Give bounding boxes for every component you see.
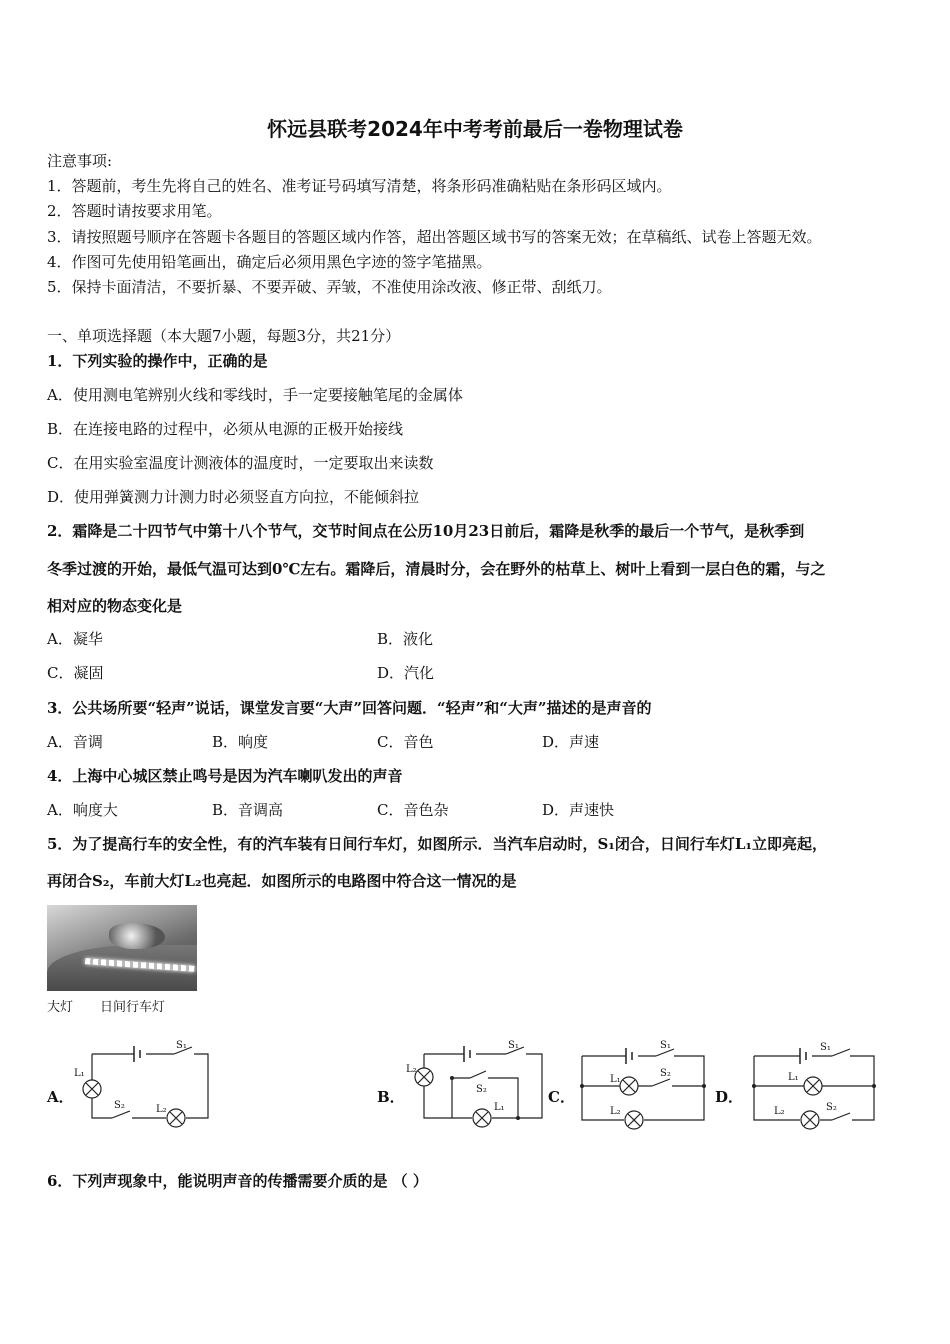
q2-option-c: C．凝固 — [47, 664, 104, 682]
question-1-stem: 1．下列实验的操作中，正确的是 — [47, 352, 268, 370]
q2-option-d: D．汽化 — [377, 664, 435, 682]
question-4-stem: 4．上海中心城区禁止鸣号是因为汽车喇叭发出的声音 — [47, 767, 403, 785]
q5-option-d-label: D． — [715, 1088, 744, 1106]
svg-text:L₂: L₂ — [156, 1104, 167, 1115]
question-2-stem: 2．霜降是二十四节气中第十八个节气，交节时间点在公历10月23日前后，霜降是秋季的最后一个节气，是秋季到 — [47, 522, 805, 540]
svg-text:L₂: L₂ — [406, 1064, 417, 1075]
question-2-stem: 冬季过渡的开始，最低气温可达到0℃左右。霜降后，清晨时分，会在野外的枯草上、树叶上看到一层白色的霜，与之 — [47, 560, 826, 578]
notice-item: 1．答题前，考生先将自己的姓名、准考证号码填写清楚，将条形码准确粘贴在条形码区域内。 — [47, 177, 672, 195]
photo-caption-daytime-light: 日间行车灯 — [100, 1000, 166, 1015]
q5-option-a-label: A． — [47, 1088, 74, 1106]
notice-item: 3．请按照题号顺序在答题卡各题目的答题区域内作答，超出答题区域书写的答案无效；在草稿纸、试卷上答题无效。 — [47, 228, 822, 246]
q1-option-d: D．使用弹簧测力计测力时必须竖直方向拉，不能倾斜拉 — [47, 488, 420, 506]
notice-item: 5．保持卡面清洁，不要折暴、不要弄破、弄皱，不准使用涂改液、修正带、刮纸刀。 — [47, 278, 612, 296]
notice-item: 2．答题时请按要求用笔。 — [47, 202, 222, 220]
q3-option-c: C．音色 — [377, 733, 434, 751]
svg-text:S₂: S₂ — [826, 1102, 837, 1113]
q1-option-a: A．使用测电笔辨别火线和零线时，手一定要接触笔尾的金属体 — [47, 386, 463, 404]
svg-text:S₂: S₂ — [114, 1100, 125, 1111]
question-6-stem: 6．下列声现象中，能说明声音的传播需要介质的是 （ ） — [47, 1172, 428, 1190]
svg-text:L₂: L₂ — [774, 1106, 785, 1117]
circuit-diagram-b — [398, 1036, 548, 1132]
circuit-diagram-a — [68, 1038, 218, 1128]
circuit-diagram-d — [748, 1036, 882, 1132]
q3-option-a: A．音调 — [47, 733, 103, 751]
question-5-stem: 5．为了提高行车的安全性，有的汽车装有日间行车灯，如图所示．当汽车启动时，S₁闭合，日间行车灯L₁立即亮起， — [47, 835, 827, 853]
circuit-diagram-c — [576, 1036, 710, 1132]
question-2-stem: 相对应的物态变化是 — [47, 597, 183, 615]
photo-caption-headlight: 大灯 — [47, 1000, 74, 1015]
q2-option-b: B．液化 — [377, 630, 434, 648]
q4-option-b: B．音调高 — [212, 801, 284, 819]
car-headlight-photo — [47, 905, 197, 991]
question-5-stem: 再闭合S₂，车前大灯L₂也亮起．如图所示的电路图中符合这一情况的是 — [47, 872, 517, 890]
q4-option-d: D．声速快 — [542, 801, 615, 819]
svg-text:S₁: S₁ — [508, 1040, 519, 1051]
q1-option-c: C．在用实验室温度计测液体的温度时，一定要取出来读数 — [47, 454, 434, 472]
notice-heading: 注意事项: — [47, 152, 113, 170]
q5-option-c-label: C． — [548, 1088, 575, 1106]
svg-text:S₂: S₂ — [476, 1084, 487, 1095]
svg-text:L₁: L₁ — [494, 1102, 505, 1113]
q1-option-b: B．在连接电路的过程中，必须从电源的正极开始接线 — [47, 420, 404, 438]
question-3-stem: 3．公共场所要“轻声”说话，课堂发言要“大声”回答问题．“轻声”和“大声”描述的是声音的 — [47, 699, 652, 717]
svg-text:S₁: S₁ — [820, 1042, 831, 1053]
q3-option-d: D．声速 — [542, 733, 600, 751]
svg-text:L₁: L₁ — [74, 1068, 85, 1079]
page-title: 怀远县联考2024年中考考前最后一卷物理试卷 — [267, 117, 683, 141]
notice-item: 4．作图可先使用铅笔画出，确定后必须用黑色字迹的签字笔描黑。 — [47, 253, 492, 271]
svg-text:L₁: L₁ — [788, 1072, 799, 1083]
q4-option-a: A．响度大 — [47, 801, 118, 819]
svg-text:L₁: L₁ — [610, 1074, 621, 1085]
svg-text:S₂: S₂ — [660, 1068, 671, 1079]
q4-option-c: C．音色杂 — [377, 801, 449, 819]
q3-option-b: B．响度 — [212, 733, 269, 751]
svg-text:S₁: S₁ — [176, 1040, 187, 1051]
svg-text:L₂: L₂ — [610, 1106, 621, 1117]
q5-option-b-label: B． — [377, 1088, 405, 1106]
section-heading: 一、单项选择题（本大题7小题，每题3分，共21分） — [47, 327, 401, 345]
q2-option-a: A．凝华 — [47, 630, 103, 648]
svg-text:S₁: S₁ — [660, 1040, 671, 1051]
